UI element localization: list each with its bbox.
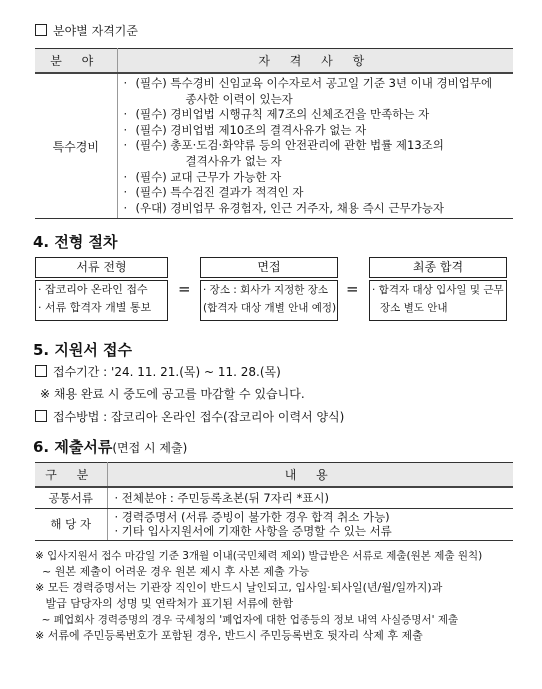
documents-table [35, 462, 513, 541]
doc-note: 발급 담당자의 성명 및 연락처가 표기된 서류에 한함 [35, 597, 294, 610]
qual-items-cell [117, 73, 513, 219]
qual-item: · (필수) 교대 근무가 가능한 자 [123, 169, 282, 184]
sec5-method: 접수방법 : 잡코리아 온라인 접수(잡코리아 이력서 양식) [35, 408, 344, 425]
arrow-equals-2: = [346, 280, 359, 298]
doc-note: ~ 폐업회사 경력증명의 경우 국세청의 '폐업자에 대한 업종등의 정보 내역 사실증명서' 제출 [35, 614, 459, 626]
step3-body: · 합격자 대상 입사일 및 근무 장소 별도 안내 [369, 280, 507, 321]
step2-body: · 장소 : 회사가 지정한 장소 (합격자 대상 개별 안내 예정) [200, 280, 338, 321]
sec1-heading: 분야별 자격기준 [35, 22, 138, 39]
docs-row-category: 공통서류 [35, 487, 107, 508]
sec4-heading: 4. 전형 절차 [33, 233, 118, 251]
qual-category: 특수경비 [35, 73, 117, 219]
step3-title: 최종 합격 [369, 257, 507, 278]
step1-body: · 잡코리아 온라인 접수 · 서류 합격자 개별 통보 [35, 280, 168, 321]
doc-note: ※ 서류에 주민등록번호가 포함된 경우, 반드시 주민등록번호 뒷자리 삭제 후 제출 [35, 629, 423, 642]
docs-row-content: · 경력증명서 (서류 증빙이 불가한 경우 합격 취소 가능) · 기타 입사지원서에 기재한 사항을 증명할 수 있는 서류 [107, 508, 513, 540]
sec5-heading: 5. 지원서 접수 [33, 341, 133, 359]
checkbox-square-icon [35, 24, 47, 36]
arrow-equals-1: = [178, 280, 191, 298]
qual-item: · (필수) 총포·도검·화약류 등의 안전관리에 관한 법률 제13조의 결격사유가 없는 자 [123, 138, 444, 168]
docs-row-category: 해 당 자 [35, 508, 107, 540]
checkbox-square-icon [35, 365, 47, 377]
sec5-note: ※ 채용 완료 시 중도에 공고를 마감할 수 있습니다. [40, 387, 305, 401]
step2-title: 면접 [200, 257, 338, 278]
qual-item: · (필수) 경비업법 제10조의 결격사유가 없는 자 [123, 122, 367, 137]
qual-item: · (우대) 경비업무 유경험자, 인근 거주자, 채용 즉시 근무가능자 [123, 200, 444, 215]
qual-item: · (필수) 특수경비 신임교육 이수자로서 공고일 기준 3년 이내 경비업무에 종사한 이력이 있는자 [123, 76, 493, 106]
sec5-period: 접수기간 : '24. 11. 21.(목) ~ 11. 28.(목) [35, 363, 281, 380]
doc-note: ※ 모든 경력증명서는 기관장 직인이 반드시 날인되고, 입사일·퇴사일(년/월/일까지)과 [35, 581, 443, 594]
step1-title: 서류 전형 [35, 257, 168, 278]
docs-head-type: 구 분 [35, 463, 107, 488]
doc-note: ~ 원본 제출이 어려운 경우 원본 제시 후 사본 제출 가능 [35, 565, 310, 578]
sec6-heading: 6. 제출서류(면접 시 제출) [33, 438, 188, 456]
docs-row-content: · 전체분야 : 주민등록초본(뒤 7자리 *표시) [107, 487, 513, 508]
qual-item: · (필수) 경비업법 시행규칙 제7조의 신체조건을 만족하는 자 [123, 107, 430, 122]
qual-item: · (필수) 특수검진 결과가 적격인 자 [123, 185, 304, 200]
checkbox-square-icon [35, 410, 47, 422]
qual-head-requirements: 자 격 사 항 [117, 49, 513, 74]
docs-head-content: 내 용 [107, 463, 513, 488]
qualification-table [35, 48, 513, 219]
doc-note: ※ 입사지원서 접수 마감일 기준 3개월 이내(국민체력 제외) 발급받은 서류로 제출(원본 제출 원칙) [35, 550, 483, 562]
qual-head-field: 분 야 [35, 49, 117, 74]
